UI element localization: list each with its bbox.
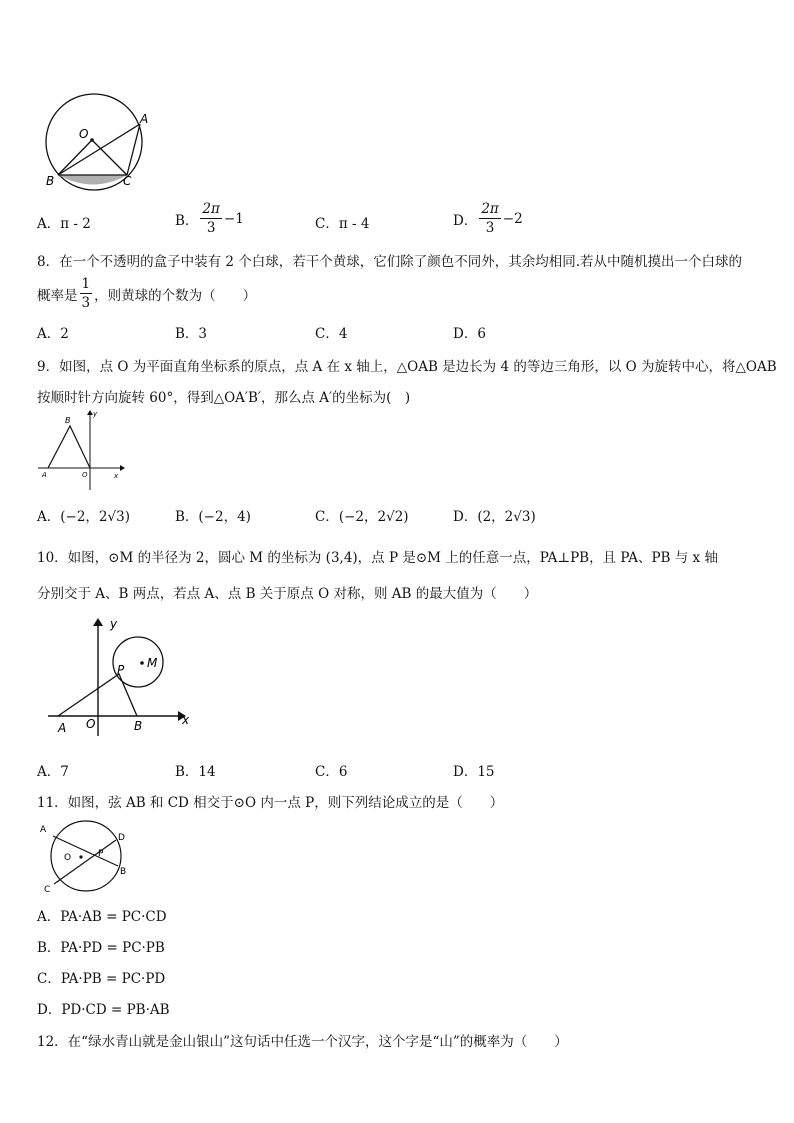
q8-stem-prefix: 概率是: [37, 287, 78, 304]
q11-label-d: D: [118, 833, 125, 843]
q8-stem-line1: 8．在一个不透明的盒子中装有 2 个白球，若干个黄球，它们除了颜色不同外，其余均相同.若从中随机摸出一个白球的: [37, 254, 743, 270]
q7-label-o: O: [79, 127, 89, 141]
q7-label-b: B: [46, 174, 55, 188]
q8-fraction-denominator: 3: [81, 295, 91, 311]
q10-label-x: x: [182, 713, 190, 727]
q12-stem: 12．在“绿水青山就是金山银山”这句话中任选一个汉字，这个字是“山”的概率为（ ）: [37, 1034, 568, 1050]
q7-label-a: A: [140, 112, 149, 126]
q7-option-d-denominator: 3: [485, 220, 495, 236]
q11-option-c[interactable]: C．PA·PB = PC·PD: [37, 971, 166, 987]
q7-option-b[interactable]: [175, 200, 244, 237]
q7-option-d-suffix: −2: [502, 210, 523, 227]
q10-stem-line1: 10．如图，⊙M 的半径为 2，圆心 M 的坐标为 (3,4)，点 P 是⊙M 上的任意一点，PA⊥PB，且 PA、PB 与 x 轴: [37, 550, 718, 566]
q7-option-d[interactable]: [453, 200, 523, 237]
q9-label-a: A: [42, 471, 47, 479]
q11-label-c: C: [44, 885, 51, 895]
q11-label-p: P: [98, 849, 104, 859]
q7-option-b-prefix: B．: [175, 212, 199, 229]
q10-label-p: P: [117, 663, 125, 677]
q7-radius-oc: [92, 140, 127, 175]
q7-option-b-numerator: 2π: [202, 201, 220, 217]
q10-stem-line2: 分别交于 A、B 两点，若点 A、点 B 关于原点 O 对称，则 AB 的最大值为（ ）: [37, 586, 538, 602]
q10-option-a[interactable]: A．7: [37, 764, 69, 780]
q11-stem: 11．如图，弦 AB 和 CD 相交于⊙O 内一点 P，则下列结论成立的是（ ）: [37, 795, 504, 811]
q7-option-d-fraction: [479, 200, 500, 237]
q10-label-m: M: [147, 656, 158, 670]
q7-chord-ac: [127, 124, 140, 175]
q10-y-arrow: [93, 618, 103, 626]
q11-center-dot: [79, 855, 82, 858]
q11-circle-o: [51, 821, 121, 891]
q7-option-a[interactable]: A．π - 2: [37, 216, 91, 232]
q10-option-c[interactable]: C．6: [315, 764, 348, 780]
q8-option-a[interactable]: A．2: [37, 326, 69, 342]
q11-option-d[interactable]: D．PD·CD = PB·AB: [37, 1002, 170, 1018]
q10-figure: [44, 614, 196, 738]
q10-label-y: y: [110, 617, 118, 631]
q7-option-d-numerator: 2π: [481, 201, 499, 217]
q7-option-b-denominator: 3: [206, 220, 216, 236]
q7-label-c: C: [123, 174, 132, 188]
q9-triangle: [48, 426, 90, 468]
q7-option-c[interactable]: C．π - 4: [315, 216, 370, 232]
q11-option-a[interactable]: A．PA·AB = PC·CD: [37, 909, 167, 925]
q7-figure: [36, 92, 158, 192]
q9-x-arrow: [120, 465, 125, 471]
q9-stem-line2: 按顺时针方向旋转 60°，得到△OA′B′，那么点 A′的坐标为( ): [37, 390, 411, 406]
q8-fraction-numerator: 1: [81, 276, 91, 292]
q11-option-b[interactable]: B．PA·PD = PC·PB: [37, 940, 165, 956]
q7-center-dot: [90, 138, 94, 142]
q8-stem-suffix: ，则黄球的个数为（ ）: [94, 287, 257, 304]
q9-option-c[interactable]: C．(−2，2√2): [315, 509, 409, 525]
q9-option-d[interactable]: D．(2，2√3): [453, 509, 536, 525]
q10-option-d[interactable]: D．15: [453, 764, 495, 780]
q9-label-b: B: [65, 416, 71, 425]
q10-label-a: A: [58, 721, 67, 735]
q10-center-dot: [140, 661, 144, 665]
q10-label-o: O: [86, 717, 96, 731]
q10-option-b[interactable]: B．14: [175, 764, 216, 780]
q10-label-b: B: [134, 719, 143, 733]
q9-label-o: O: [82, 471, 88, 479]
q8-fraction: [80, 275, 93, 312]
q11-label-o: O: [64, 853, 72, 863]
q9-option-b[interactable]: B．(−2，4): [175, 509, 251, 525]
q9-figure: [34, 408, 126, 494]
q9-label-y: y: [93, 410, 98, 418]
q7-option-b-fraction: [200, 200, 221, 237]
q7-chord-ab: [58, 124, 140, 175]
q11-label-b: B: [120, 867, 127, 877]
q8-option-d[interactable]: D．6: [453, 326, 486, 342]
q7-option-b-suffix: −1: [223, 210, 244, 227]
q9-stem-line1: 9．如图，点 O 为平面直角坐标系的原点，点 A 在 x 轴上，△OAB 是边长为 4 的等边三角形，以 O 为旋转中心，将△OAB: [37, 359, 777, 375]
q11-figure: [36, 816, 132, 896]
q11-label-a: A: [40, 825, 47, 835]
q7-option-d-prefix: D．: [453, 212, 478, 229]
q8-stem-line2: [37, 275, 256, 312]
q9-label-x: x: [114, 472, 119, 480]
q9-option-a[interactable]: A．(−2，2√3): [37, 509, 130, 525]
q8-option-c[interactable]: C．4: [315, 326, 348, 342]
q8-option-b[interactable]: B．3: [175, 326, 208, 342]
